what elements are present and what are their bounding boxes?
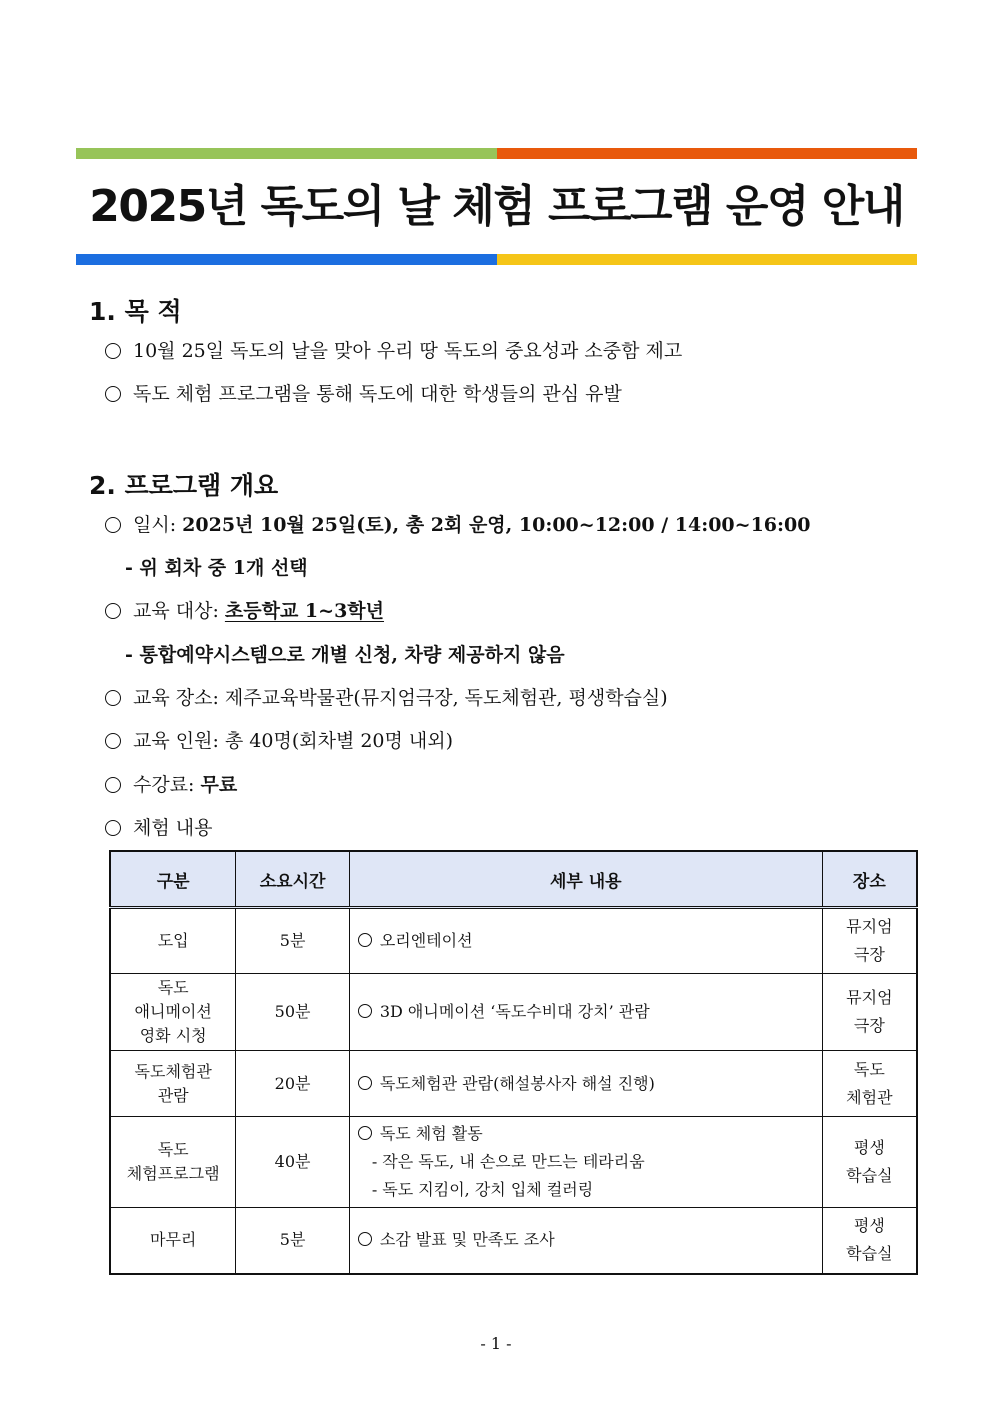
circle-bullet-icon	[105, 690, 121, 706]
table-row	[110, 1051, 917, 1117]
page-title: 2025년 독도의 날 체험 프로그램 운영 안내	[89, 181, 904, 232]
schedule-table	[109, 850, 918, 1275]
place-value: 제주교육박물관(뮤지엄극장, 독도체험관, 평생학습실)	[224, 687, 668, 709]
row-time: 5분	[236, 908, 349, 974]
date-value: 2025년 10월 25일(토), 총 2회 운영, 10:00~12:00 / 14:00~16:00	[182, 514, 811, 536]
place-line: 뮤지엄	[846, 917, 893, 936]
circle-bullet-icon	[105, 733, 121, 749]
circle-bullet-icon	[105, 517, 121, 533]
purpose-item-1	[105, 338, 682, 364]
row-time: 5분	[236, 1208, 349, 1274]
place-line: 평생	[853, 1138, 885, 1157]
detail-line	[358, 1070, 816, 1098]
date-label: 일시:	[133, 514, 177, 536]
detail-line	[358, 1226, 816, 1254]
circle-bullet-icon	[358, 1076, 372, 1090]
fee-label: 수강료:	[133, 774, 195, 796]
purpose-item-2	[105, 381, 622, 407]
circle-bullet-icon	[358, 1126, 372, 1140]
detail-line	[358, 927, 816, 955]
row-time: 50분	[236, 974, 349, 1051]
detail-text: 3D 애니메이션 ‘독도수비대 강치’ 관람	[379, 1002, 650, 1021]
row-category	[110, 908, 236, 974]
row-place	[822, 1051, 917, 1117]
title-bottom-bar	[76, 254, 917, 265]
circle-bullet-icon	[358, 1004, 372, 1018]
row-time: 40분	[236, 1117, 349, 1208]
cat-line: 영화 시청	[139, 1026, 207, 1045]
cat-line: 마무리	[149, 1230, 197, 1250]
place-line: 학습실	[846, 1244, 893, 1264]
fee-value: 무료	[200, 774, 238, 796]
detail-sub-item: - 독도 지킴이, 강치 입체 컬러링	[371, 1180, 594, 1199]
detail-line	[358, 998, 816, 1026]
row-place	[822, 908, 917, 974]
table-row	[110, 974, 917, 1051]
row-detail	[349, 908, 822, 974]
place-line: 체험관	[846, 1087, 893, 1107]
table-row	[110, 1208, 917, 1274]
table-row	[110, 908, 917, 974]
place-line: 극장	[853, 1016, 885, 1035]
table-header-row	[110, 851, 917, 908]
overview-date	[105, 512, 810, 538]
circle-bullet-icon	[105, 603, 121, 619]
page-number: - 1 -	[480, 1334, 512, 1353]
bar-bottom-yellow	[497, 254, 918, 265]
overview-fee	[105, 772, 237, 798]
row-detail	[349, 974, 822, 1051]
header-detail: 세부 내용	[349, 851, 822, 908]
row-time: 20분	[236, 1051, 349, 1117]
cat-line: 관람	[157, 1085, 189, 1105]
place-line: 평생	[853, 1216, 885, 1236]
place-line: 뮤지엄	[846, 988, 893, 1007]
row-detail	[349, 1208, 822, 1274]
row-category	[110, 1117, 236, 1208]
place-line: 학습실	[846, 1166, 893, 1185]
target-value: 초등학교 1~3학년	[224, 600, 385, 622]
detail-line	[358, 1120, 816, 1148]
bar-bottom-blue	[76, 254, 497, 265]
table-row	[110, 1117, 917, 1208]
target-note: - 통합예약시스템으로 개별 신청, 차량 제공하지 않음	[125, 644, 565, 666]
row-category	[110, 1208, 236, 1274]
circle-bullet-icon	[105, 386, 121, 402]
place-line: 극장	[853, 945, 885, 964]
cat-line: 애니메이션	[134, 1002, 212, 1021]
row-place	[822, 1208, 917, 1274]
header-place: 장소	[822, 851, 917, 908]
circle-bullet-icon	[105, 777, 121, 793]
title-top-bar	[76, 148, 917, 159]
bar-top-green	[76, 148, 497, 159]
date-note: - 위 회차 중 1개 선택	[125, 557, 308, 579]
cat-line: 독도	[157, 1140, 189, 1159]
detail-text: 독도 체험 활동	[379, 1124, 483, 1143]
detail-text: 소감 발표 및 만족도 조사	[379, 1230, 555, 1250]
detail-sub-item: - 작은 독도, 내 손으로 만드는 테라리움	[371, 1152, 645, 1171]
overview-people	[105, 728, 453, 754]
row-detail	[349, 1117, 822, 1208]
purpose-item-2-text: 독도 체험 프로그램을 통해 독도에 대한 학생들의 관심 유발	[133, 383, 622, 405]
cat-line: 독도체험관	[134, 1061, 212, 1081]
detail-text: 오리엔테이션	[379, 931, 473, 950]
cat-line: 도입	[157, 931, 189, 950]
target-label: 교육 대상:	[133, 600, 219, 622]
people-value: 총 40명(회차별 20명 내외)	[224, 730, 454, 752]
circle-bullet-icon	[358, 1232, 372, 1246]
cat-line: 독도	[157, 978, 189, 997]
overview-target	[105, 598, 384, 624]
purpose-item-1-text: 10월 25일 독도의 날을 맞아 우리 땅 독도의 중요성과 소중함 제고	[133, 340, 683, 362]
section2-heading: 2. 프로그램 개요	[89, 471, 279, 500]
row-place	[822, 974, 917, 1051]
detail-text: 독도체험관 관람(해설봉사자 해설 진행)	[379, 1073, 655, 1093]
circle-bullet-icon	[358, 933, 372, 947]
header-category: 구분	[110, 851, 236, 908]
overview-content	[105, 815, 212, 841]
section1-heading: 1. 목 적	[89, 297, 182, 326]
header-time: 소요시간	[236, 851, 349, 908]
content-label: 체험 내용	[133, 817, 213, 839]
people-label: 교육 인원:	[133, 730, 219, 752]
circle-bullet-icon	[105, 820, 121, 836]
row-category	[110, 1051, 236, 1117]
bar-top-orange	[497, 148, 918, 159]
row-detail	[349, 1051, 822, 1117]
place-line: 독도	[853, 1059, 885, 1079]
row-place	[822, 1117, 917, 1208]
row-category	[110, 974, 236, 1051]
overview-place	[105, 685, 668, 711]
cat-line: 체험프로그램	[126, 1164, 220, 1183]
place-label: 교육 장소:	[133, 687, 219, 709]
circle-bullet-icon	[105, 343, 121, 359]
